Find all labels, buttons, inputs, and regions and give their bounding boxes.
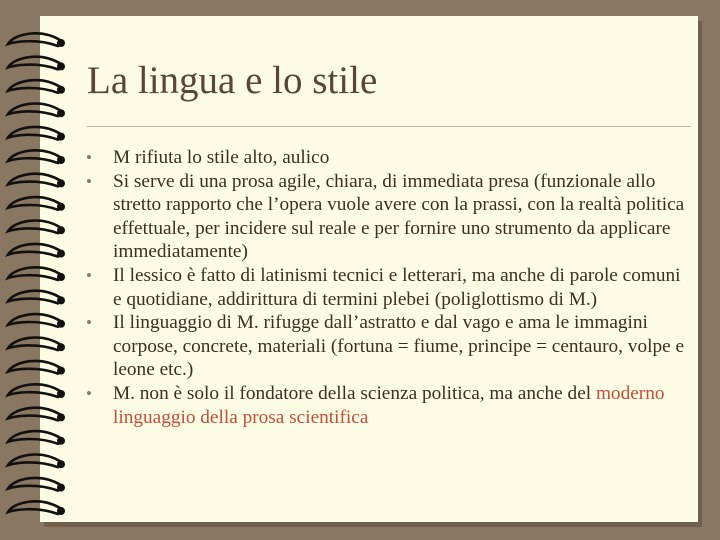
notebook-ring-icon [8, 384, 65, 398]
notebook-ring-icon [8, 408, 65, 422]
bullet-dot-icon: • [86, 313, 92, 333]
bullet-item [86, 382, 686, 429]
bullet-text: Il lessico è fatto di latinismi tecnici e letterari, ma anche di parole comuni e quotidiane, addirittura di termini plebei (poliglottismo di M.) [113, 264, 681, 310]
notebook-ring-icon [8, 314, 65, 328]
bullet-text: M rifiuta lo stile alto, aulico [113, 147, 330, 168]
notebook-ring-icon [8, 33, 65, 47]
slide-title: La lingua e lo stile [87, 59, 378, 102]
bullet-dot-icon: • [86, 265, 92, 285]
bullet-dot-icon: • [86, 383, 92, 403]
notebook-ring-icon [8, 150, 65, 164]
highlighted-phrase: moderno linguaggio della prosa scientifica [113, 382, 665, 428]
notebook-ring-icon [8, 361, 65, 375]
spiral-binding [0, 0, 80, 540]
notebook-ring-icon [8, 197, 65, 211]
bullet-list [86, 146, 686, 429]
notebook-ring-icon [8, 267, 65, 281]
bullet-item [86, 264, 686, 311]
notebook-ring-icon [8, 478, 65, 492]
bullet-text: Si serve di una prosa agile, chiara, di immediata presa (funzionale allo stretto rapporto che l’opera vuole avere con la prassi, con la realtà politica effettuale, per incidere sul reale e per fornire uno strumento da applicare immediatamente) [113, 170, 685, 263]
notebook-ring-icon [8, 244, 65, 258]
notebook-ring-icon [8, 291, 65, 305]
bullet-item [86, 146, 686, 170]
notebook-ring-icon [8, 338, 65, 352]
title-divider [87, 126, 691, 127]
bullet-text: Il linguaggio di M. rifugge dall’astratto e dal vago e ama le immagini corpose, concrete, materiali (fortuna = fiume, principe = centauro, volpe e leone etc.) [113, 312, 685, 381]
bullet-item [86, 311, 686, 382]
notebook-ring-icon [8, 80, 65, 94]
notebook-ring-icon [8, 455, 65, 469]
notebook-ring-icon [8, 431, 65, 445]
notebook-ring-icon [8, 104, 65, 118]
notebook-ring-icon [8, 174, 65, 188]
bullet-dot-icon: • [86, 148, 92, 167]
notebook-ring-icon [8, 57, 65, 71]
bullet-dot-icon: • [86, 171, 92, 191]
bullet-text: M. non è solo il fondatore della scienza politica, ma anche del [113, 382, 596, 404]
notebook-ring-icon [8, 221, 65, 235]
bullet-item [86, 170, 686, 264]
notebook-ring-icon [8, 501, 65, 515]
notebook-ring-icon [8, 127, 65, 141]
